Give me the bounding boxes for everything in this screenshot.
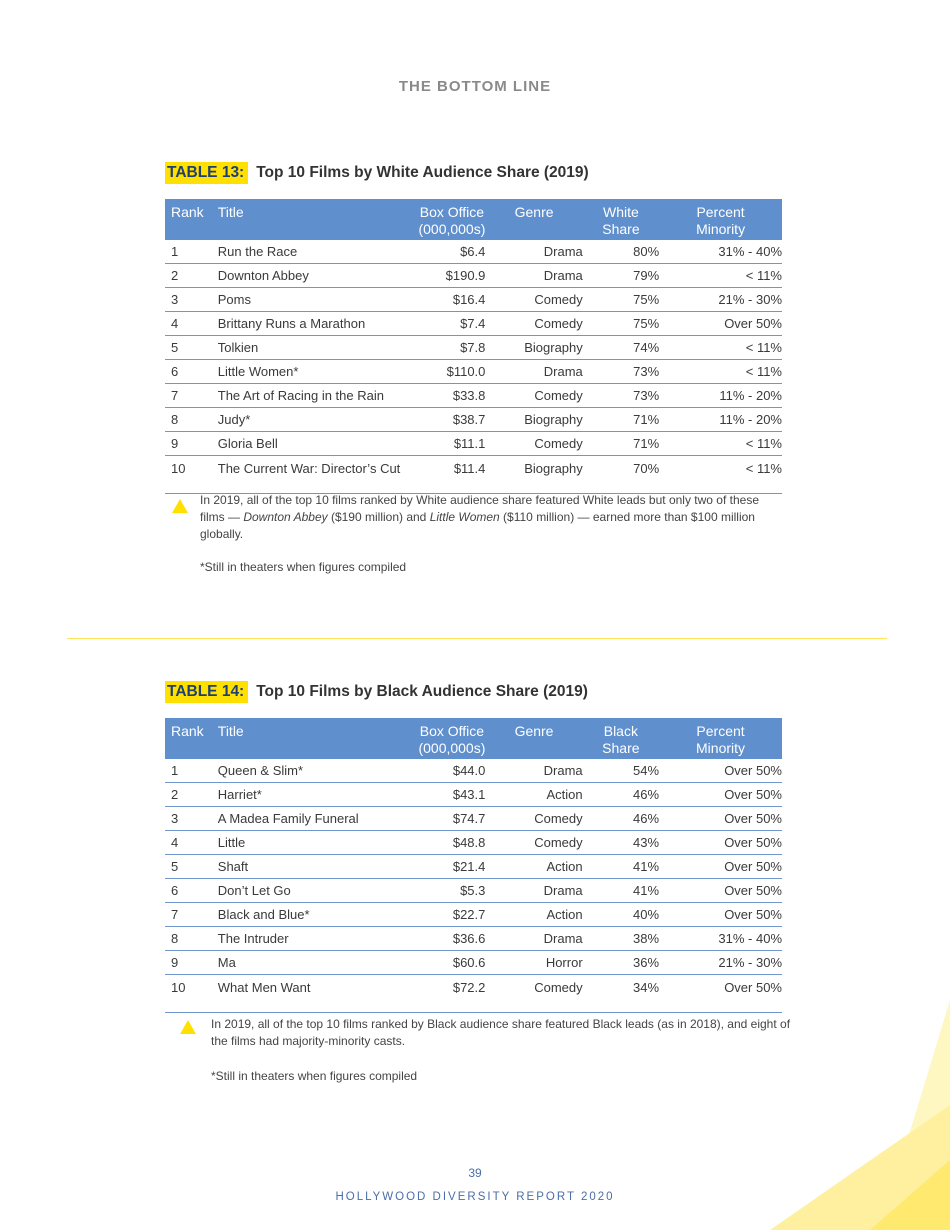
note13-italic2: Little Women xyxy=(429,510,500,524)
cell-title: What Men Want xyxy=(218,975,419,1013)
cell-rank: 6 xyxy=(165,879,218,903)
section-divider xyxy=(67,638,887,639)
cell-genre: Biography xyxy=(485,456,582,494)
cell-percent-minority: < 11% xyxy=(659,360,782,384)
cell-box-office: $22.7 xyxy=(418,903,485,927)
cell-rank: 10 xyxy=(165,456,218,494)
page-number: 39 xyxy=(468,1166,482,1180)
table-13-header-row xyxy=(165,199,782,240)
cell-genre: Action xyxy=(485,855,582,879)
table-13-tag: TABLE 13: xyxy=(165,162,248,184)
note13-part1: In 2019, all of the top 10 films ranked by White audience share featured White leads but only two of these films — xyxy=(200,493,759,524)
cell-percent-minority: Over 50% xyxy=(659,807,782,831)
cell-title: A Madea Family Funeral xyxy=(218,807,419,831)
table-14-header-row xyxy=(165,718,782,759)
cell-title: Harriet* xyxy=(218,783,419,807)
col-box-office-line2: (000,000s) xyxy=(418,740,486,756)
table-row xyxy=(165,759,782,783)
cell-title: Run the Race xyxy=(218,240,419,264)
col-genre: Genre xyxy=(485,718,582,759)
col-genre: Genre xyxy=(485,199,582,240)
table-14-note: In 2019, all of the top 10 films ranked by Black audience share featured Black leads (as in 2018), and eight of the films had majority-minority casts. xyxy=(211,1017,791,1048)
cell-share: 75% xyxy=(583,288,659,312)
cell-title: Tolkien xyxy=(218,336,419,360)
cell-share: 75% xyxy=(583,312,659,336)
table-row xyxy=(165,927,782,951)
cell-share: 46% xyxy=(583,783,659,807)
cell-genre: Drama xyxy=(485,240,582,264)
cell-box-office: $43.1 xyxy=(418,783,485,807)
cell-rank: 6 xyxy=(165,360,218,384)
cell-rank: 7 xyxy=(165,384,218,408)
note13-part2: ($190 million) and xyxy=(327,510,430,524)
cell-share: 73% xyxy=(583,384,659,408)
cell-box-office: $7.4 xyxy=(418,312,485,336)
cell-rank: 9 xyxy=(165,432,218,456)
cell-box-office: $21.4 xyxy=(418,855,485,879)
table-row xyxy=(165,975,782,1013)
cell-box-office: $190.9 xyxy=(418,264,485,288)
col-share xyxy=(583,199,659,240)
cell-percent-minority: < 11% xyxy=(659,432,782,456)
table-13-heading xyxy=(165,161,782,185)
cell-genre: Comedy xyxy=(485,807,582,831)
footer-title: HOLLYWOOD DIVERSITY REPORT 2020 xyxy=(335,1191,615,1203)
cell-percent-minority: 21% - 30% xyxy=(659,288,782,312)
cell-rank: 9 xyxy=(165,951,218,975)
cell-rank: 1 xyxy=(165,240,218,264)
warning-triangle-icon xyxy=(172,499,188,513)
col-box-office-line1: Box Office xyxy=(419,204,485,220)
cell-share: 46% xyxy=(583,807,659,831)
col-rank: Rank xyxy=(165,718,218,759)
cell-rank: 2 xyxy=(165,264,218,288)
cell-box-office: $11.1 xyxy=(418,432,485,456)
col-share xyxy=(583,718,659,759)
cell-box-office: $16.4 xyxy=(418,288,485,312)
cell-share: 73% xyxy=(583,360,659,384)
table-row xyxy=(165,783,782,807)
cell-genre: Action xyxy=(485,783,582,807)
table-row xyxy=(165,336,782,360)
cell-box-office: $110.0 xyxy=(418,360,485,384)
cell-box-office: $5.3 xyxy=(418,879,485,903)
table-row xyxy=(165,855,782,879)
cell-genre: Horror xyxy=(485,951,582,975)
cell-percent-minority: Over 50% xyxy=(659,975,782,1013)
cell-title: The Art of Racing in the Rain xyxy=(218,384,419,408)
cell-share: 74% xyxy=(583,336,659,360)
cell-percent-minority: Over 50% xyxy=(659,759,782,783)
cell-percent-minority: 11% - 20% xyxy=(659,384,782,408)
cell-share: 40% xyxy=(583,903,659,927)
table-row xyxy=(165,288,782,312)
cell-box-office: $60.6 xyxy=(418,951,485,975)
table-14-footnote: *Still in theaters when figures compiled xyxy=(211,1069,418,1083)
note13-part3: ($110 million) — earned more than $100 million globally. xyxy=(200,510,755,541)
cell-percent-minority: 11% - 20% xyxy=(659,408,782,432)
cell-genre: Drama xyxy=(485,360,582,384)
table-row xyxy=(165,312,782,336)
cell-percent-minority: 31% - 40% xyxy=(659,927,782,951)
table-14-heading xyxy=(165,680,782,704)
col-percent-minority xyxy=(659,718,782,759)
table-row xyxy=(165,264,782,288)
cell-box-office: $74.7 xyxy=(418,807,485,831)
table-row xyxy=(165,903,782,927)
cell-title: Downton Abbey xyxy=(218,264,419,288)
cell-genre: Drama xyxy=(485,759,582,783)
col-share-line1: Black xyxy=(603,723,638,739)
col-pct-line2: Minority xyxy=(696,740,746,756)
cell-genre: Biography xyxy=(485,336,582,360)
cell-percent-minority: < 11% xyxy=(659,336,782,360)
col-share-line2: Share xyxy=(602,740,640,756)
cell-genre: Comedy xyxy=(485,312,582,336)
cell-share: 43% xyxy=(583,831,659,855)
cell-rank: 8 xyxy=(165,408,218,432)
cell-rank: 4 xyxy=(165,831,218,855)
cell-title: Little Women* xyxy=(218,360,419,384)
col-share-line1: White xyxy=(603,204,639,220)
cell-genre: Comedy xyxy=(485,432,582,456)
table-14-title: Top 10 Films by Black Audience Share (2019) xyxy=(256,683,588,700)
table-14-tag: TABLE 14: xyxy=(165,681,248,703)
col-box-office xyxy=(418,718,485,759)
cell-genre: Comedy xyxy=(485,975,582,1013)
note13-italic1: Downton Abbey xyxy=(243,510,328,524)
col-share-line2: Share xyxy=(602,221,640,237)
cell-percent-minority: Over 50% xyxy=(659,831,782,855)
cell-rank: 2 xyxy=(165,783,218,807)
col-percent-minority xyxy=(659,199,782,240)
cell-genre: Comedy xyxy=(485,384,582,408)
cell-share: 54% xyxy=(583,759,659,783)
cell-rank: 10 xyxy=(165,975,218,1013)
table-row xyxy=(165,432,782,456)
cell-title: Little xyxy=(218,831,419,855)
cell-box-office: $33.8 xyxy=(418,384,485,408)
col-pct-line2: Minority xyxy=(696,221,746,237)
table-row xyxy=(165,408,782,432)
cell-rank: 8 xyxy=(165,927,218,951)
col-title: Title xyxy=(218,718,419,759)
cell-genre: Action xyxy=(485,903,582,927)
cell-share: 34% xyxy=(583,975,659,1013)
cell-rank: 3 xyxy=(165,288,218,312)
cell-rank: 3 xyxy=(165,807,218,831)
cell-share: 70% xyxy=(583,456,659,494)
cell-title: Black and Blue* xyxy=(218,903,419,927)
cell-share: 71% xyxy=(583,432,659,456)
cell-percent-minority: 21% - 30% xyxy=(659,951,782,975)
cell-title: Gloria Bell xyxy=(218,432,419,456)
col-rank: Rank xyxy=(165,199,218,240)
col-box-office xyxy=(418,199,485,240)
cell-title: The Current War: Director’s Cut xyxy=(218,456,419,494)
cell-box-office: $72.2 xyxy=(418,975,485,1013)
cell-title: Don’t Let Go xyxy=(218,879,419,903)
col-title: Title xyxy=(218,199,419,240)
cell-title: The Intruder xyxy=(218,927,419,951)
cell-rank: 5 xyxy=(165,336,218,360)
cell-genre: Drama xyxy=(485,264,582,288)
cell-box-office: $36.6 xyxy=(418,927,485,951)
col-box-office-line1: Box Office xyxy=(419,723,485,739)
cell-genre: Drama xyxy=(485,927,582,951)
cell-share: 80% xyxy=(583,240,659,264)
cell-genre: Comedy xyxy=(485,288,582,312)
cell-title: Shaft xyxy=(218,855,419,879)
cell-rank: 4 xyxy=(165,312,218,336)
table-row xyxy=(165,951,782,975)
table-row xyxy=(165,831,782,855)
col-pct-line1: Percent xyxy=(696,204,745,220)
col-pct-line1: Percent xyxy=(696,723,745,739)
col-box-office-line2: (000,000s) xyxy=(418,221,486,237)
cell-percent-minority: Over 50% xyxy=(659,855,782,879)
cell-share: 71% xyxy=(583,408,659,432)
table-14 xyxy=(165,718,782,1013)
running-head: THE BOTTOM LINE xyxy=(398,78,552,95)
table-13-footnote: *Still in theaters when figures compiled xyxy=(200,560,407,574)
table-13-note xyxy=(200,492,770,543)
cell-box-office: $44.0 xyxy=(418,759,485,783)
cell-share: 36% xyxy=(583,951,659,975)
cell-percent-minority: < 11% xyxy=(659,456,782,494)
cell-box-office: $48.8 xyxy=(418,831,485,855)
cell-genre: Comedy xyxy=(485,831,582,855)
table-13 xyxy=(165,199,782,494)
table-row xyxy=(165,360,782,384)
cell-share: 41% xyxy=(583,879,659,903)
cell-title: Brittany Runs a Marathon xyxy=(218,312,419,336)
cell-box-office: $6.4 xyxy=(418,240,485,264)
cell-percent-minority: Over 50% xyxy=(659,783,782,807)
cell-title: Judy* xyxy=(218,408,419,432)
table-row xyxy=(165,384,782,408)
cell-genre: Biography xyxy=(485,408,582,432)
cell-percent-minority: 31% - 40% xyxy=(659,240,782,264)
cell-title: Queen & Slim* xyxy=(218,759,419,783)
cell-percent-minority: Over 50% xyxy=(659,312,782,336)
cell-rank: 7 xyxy=(165,903,218,927)
table-row xyxy=(165,879,782,903)
table-14-block xyxy=(165,680,782,1013)
table-13-block xyxy=(165,161,782,494)
cell-rank: 5 xyxy=(165,855,218,879)
cell-share: 38% xyxy=(583,927,659,951)
cell-rank: 1 xyxy=(165,759,218,783)
cell-title: Poms xyxy=(218,288,419,312)
cell-genre: Drama xyxy=(485,879,582,903)
cell-share: 41% xyxy=(583,855,659,879)
cell-percent-minority: < 11% xyxy=(659,264,782,288)
warning-triangle-icon xyxy=(180,1020,196,1034)
table-13-title: Top 10 Films by White Audience Share (2019) xyxy=(256,164,589,181)
table-row xyxy=(165,456,782,494)
cell-box-office: $7.8 xyxy=(418,336,485,360)
cell-box-office: $38.7 xyxy=(418,408,485,432)
cell-title: Ma xyxy=(218,951,419,975)
cell-percent-minority: Over 50% xyxy=(659,903,782,927)
cell-box-office: $11.4 xyxy=(418,456,485,494)
table-row xyxy=(165,807,782,831)
table-row xyxy=(165,240,782,264)
cell-share: 79% xyxy=(583,264,659,288)
cell-percent-minority: Over 50% xyxy=(659,879,782,903)
